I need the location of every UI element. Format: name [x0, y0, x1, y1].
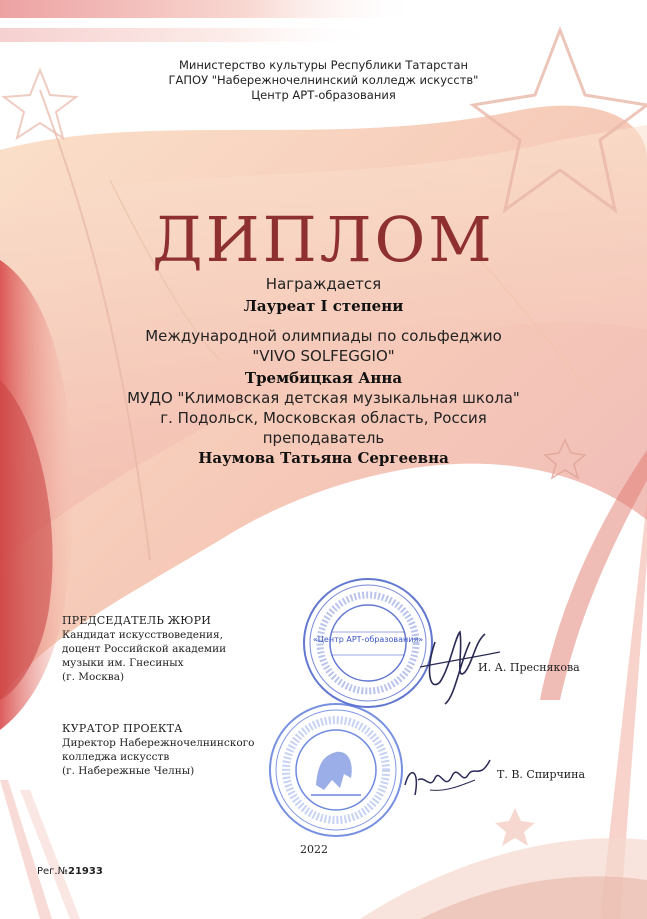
curator-line: Директор Набережночелнинского — [62, 737, 255, 749]
jury-line: Кандидат искусствоведения, — [62, 629, 223, 641]
reg-label: Рег.№ — [37, 866, 69, 877]
stamp-center-text: «Центр АРТ-образования» — [312, 635, 424, 644]
college-stamp — [266, 700, 406, 840]
award-intro: Награждается — [265, 275, 382, 293]
school-name: МУДО "Климовская детская музыкальная школа" — [127, 389, 520, 407]
curator-signature — [400, 750, 495, 810]
curator-name: Т. В. Спирчина — [497, 768, 586, 781]
curator-block — [62, 722, 292, 778]
teacher-label: преподаватель — [262, 429, 385, 447]
event-line-2: "VIVO SOLFEGGIO" — [252, 347, 395, 365]
jury-signature — [415, 612, 505, 707]
curator-role: КУРАТОР ПРОЕКТА — [62, 722, 183, 735]
jury-line: (г. Москва) — [62, 671, 125, 683]
emblem-icon — [316, 752, 352, 790]
registration-number — [37, 866, 103, 877]
curator-line: колледжа искусств — [62, 751, 170, 763]
participant-name: Трембицкая Анна — [244, 369, 403, 387]
jury-role: ПРЕДСЕДАТЕЛЬ ЖЮРИ — [62, 614, 212, 627]
header-line-2: ГАПОУ "Набережночелнинский колледж искусств" — [168, 73, 479, 87]
issuer-header — [0, 58, 647, 103]
event-line-1: Международной олимпиады по сольфеджио — [145, 327, 502, 345]
issue-year: 2022 — [300, 843, 328, 856]
jury-line: музыки им. Гнесиных — [62, 657, 184, 669]
jury-chair-block — [62, 614, 292, 684]
teacher-name: Наумова Татьяна Сергеевна — [198, 449, 449, 467]
jury-line: доцент Российской академии — [62, 643, 227, 655]
award-degree: Лауреат I степени — [243, 297, 404, 315]
header-line-3: Центр АРТ-образования — [251, 88, 396, 102]
reg-number: 21933 — [68, 866, 103, 877]
jury-name: И. А. Преснякова — [478, 661, 580, 674]
school-location: г. Подольск, Московская область, Россия — [160, 409, 487, 427]
diploma-title: ДИПЛОМ — [152, 203, 495, 276]
award-block — [0, 274, 647, 468]
curator-line: (г. Набережные Челны) — [62, 765, 195, 777]
header-line-1: Министерство культуры Республики Татарстан — [178, 58, 469, 72]
